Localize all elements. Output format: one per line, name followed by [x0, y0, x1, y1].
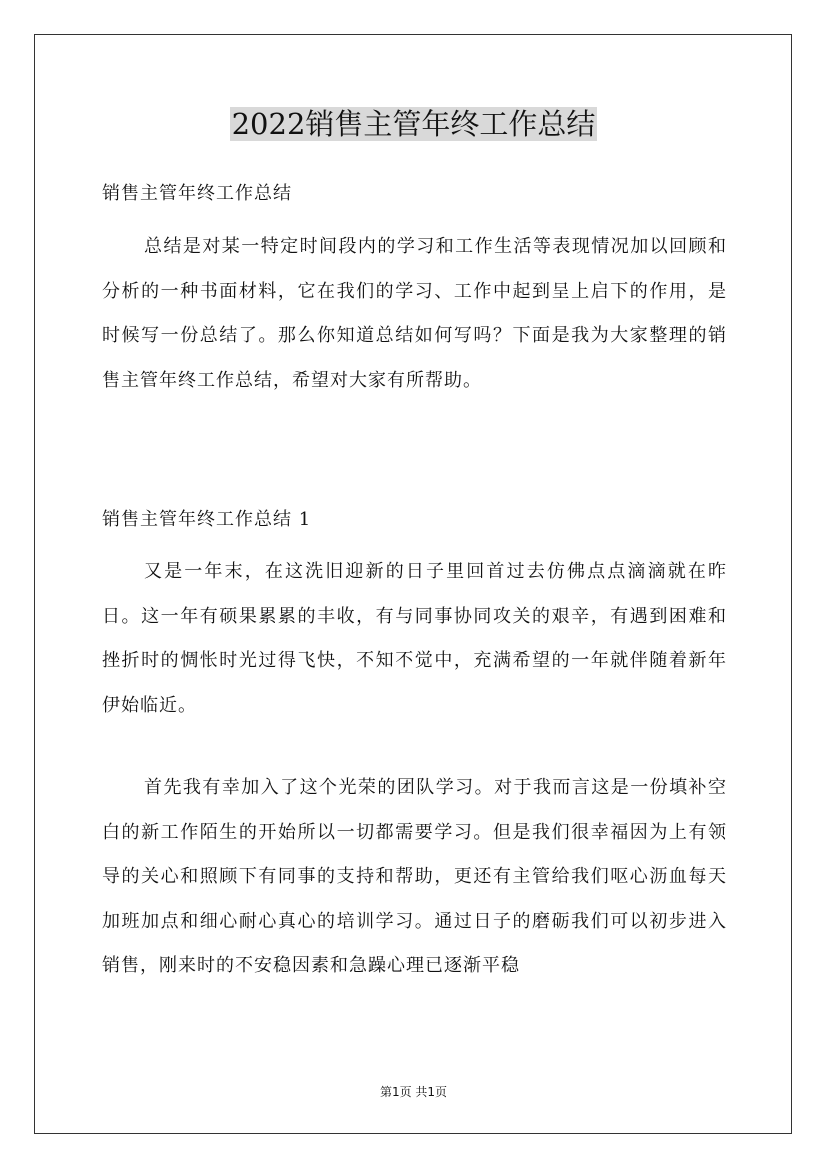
section1-heading: 销售主管年终工作总结 1	[102, 509, 312, 530]
section1-paragraph-1: 又是一年末，在这洗旧迎新的日子里回首过去仿佛点点滴滴就在昨日。这一年有硕果累累的丰收，有与同事协同攻关的艰辛，有遇到困难和挫折时的惆怅时光过得飞快，不知不觉中，充满希望的一年就伴随着新年伊始临近。	[102, 561, 727, 716]
document-title	[0, 104, 827, 144]
page-footer: 第1页 共1页	[379, 1085, 448, 1099]
document-title-text: 2022销售主管年终工作总结	[231, 107, 596, 141]
section1-paragraph-2: 首先我有幸加入了这个光荣的团队学习。对于我而言这是一份填补空白的新工作陌生的开始所以一切都需要学习。但是我们很幸福因为上有领导的关心和照顾下有同事的支持和帮助，更还有主管给我们呕心沥血每天加班加点和细心耐心真心的培训学习。通过日子的磨砺我们可以初步进入销售，刚来时的不安稳因素和急躁心理已逐渐平稳	[102, 777, 727, 977]
intro-heading: 销售主管年终工作总结	[102, 183, 292, 204]
intro-paragraph: 总结是对某一特定时间段内的学习和工作生活等表现情况加以回顾和分析的一种书面材料，它在我们的学习、工作中起到呈上启下的作用，是时候写一份总结了。那么你知道总结如何写吗？下面是我为大家整理的销售主管年终工作总结，希望对大家有所帮助。	[102, 236, 727, 391]
